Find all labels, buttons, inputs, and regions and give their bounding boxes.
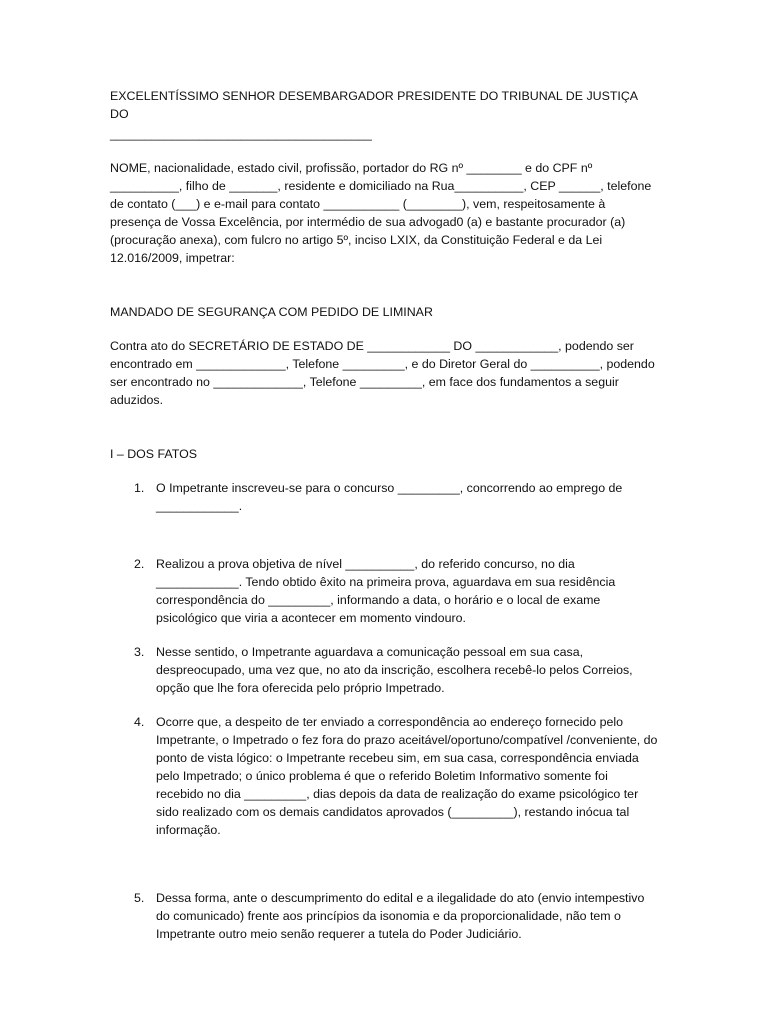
list-item-text: Dessa forma, ante o descumprimento do edital e a ilegalidade do ato (envio intempestivo do comunicado) frente aos princípios da isonomia e da proporcionalidade, não tem o Impetrante outro meio senão requerer a tutela do Poder Judiciário. xyxy=(156,891,645,941)
list-item-number: 4. xyxy=(134,715,145,729)
list-item-text: Realizou a prova objetiva de nível __________, do referido concurso, no dia ____________. Tendo obtido êxito na primeira prova, aguardava em sua residência correspondência do _________, informando a data, o horário e o local de exame psicológico que viria a acontecer em momento vindouro. xyxy=(156,557,616,625)
list-item xyxy=(110,713,658,839)
document-body xyxy=(110,87,658,943)
list-item-text: O Impetrante inscreveu-se para o concurso _________, concorrendo ao emprego de ____________. xyxy=(156,481,623,513)
against-paragraph: Contra ato do SECRETÁRIO DE ESTADO DE ____________ DO ____________, podendo ser encontrado em _____________, Telefone _________, e do Diretor Geral do __________, podendo ser encontrado no _____________, Telefone _________, em face dos fundamentos a seguir aduzidos. xyxy=(110,339,655,407)
list-item xyxy=(110,479,658,515)
qualification-paragraph: NOME, nacionalidade, estado civil, profissão, portador do RG nº ________ e do CPF nº __________, filho de _______, residente e domiciliado na Rua__________, CEP ______, telefone de contato (___) e e-mail para contato ___________ (________), vem, respeitosamente à presença de Vossa Excelência, por intermédio de sua advogad0 (a) e bastante procurador (a) (procuração anexa), com fulcro no artigo 5º, inciso LXIX, da Constituição Federal e da Lei 12.016/2009, impetrar: xyxy=(110,161,652,265)
list-item-number: 3. xyxy=(134,645,145,659)
list-item xyxy=(110,889,658,943)
addressee-blank: ______________________________________ xyxy=(110,127,372,141)
document-title: MANDADO DE SEGURANÇA COM PEDIDO DE LIMINAR xyxy=(110,305,433,319)
section-title-facts: I – DOS FATOS xyxy=(110,447,197,461)
list-item-text: Ocorre que, a despeito de ter enviado a correspondência ao endereço fornecido pelo Impetrante, o Impetrado o fez fora do prazo aceitável/oportuno/compatível /conveniente, do ponto de vista lógico: o Impetrante recebeu sim, em sua casa, correspondência enviada pelo Impetrado; o único problema é que o referido Boletim Informativo somente foi recebido no dia _________, dias depois da data de realização do exame psicológico ter sido realizado com os demais candidatos aprovados (_________), restando inócua tal informação. xyxy=(156,715,658,837)
facts-list xyxy=(110,479,658,943)
list-item-number: 1. xyxy=(134,481,145,495)
list-item-number: 5. xyxy=(134,891,145,905)
addressee-line: EXCELENTÍSSIMO SENHOR DESEMBARGADOR PRESIDENTE DO TRIBUNAL DE JUSTIÇA DO xyxy=(110,89,638,121)
list-item-number: 2. xyxy=(134,557,145,571)
list-item xyxy=(110,643,658,697)
list-item xyxy=(110,555,658,627)
list-item-text: Nesse sentido, o Impetrante aguardava a comunicação pessoal em sua casa, despreocupado, uma vez que, no ato da inscrição, escolhera recebê-lo pelos Correios, opção que lhe fora oferecida pelo próprio Impetrado. xyxy=(156,645,633,695)
